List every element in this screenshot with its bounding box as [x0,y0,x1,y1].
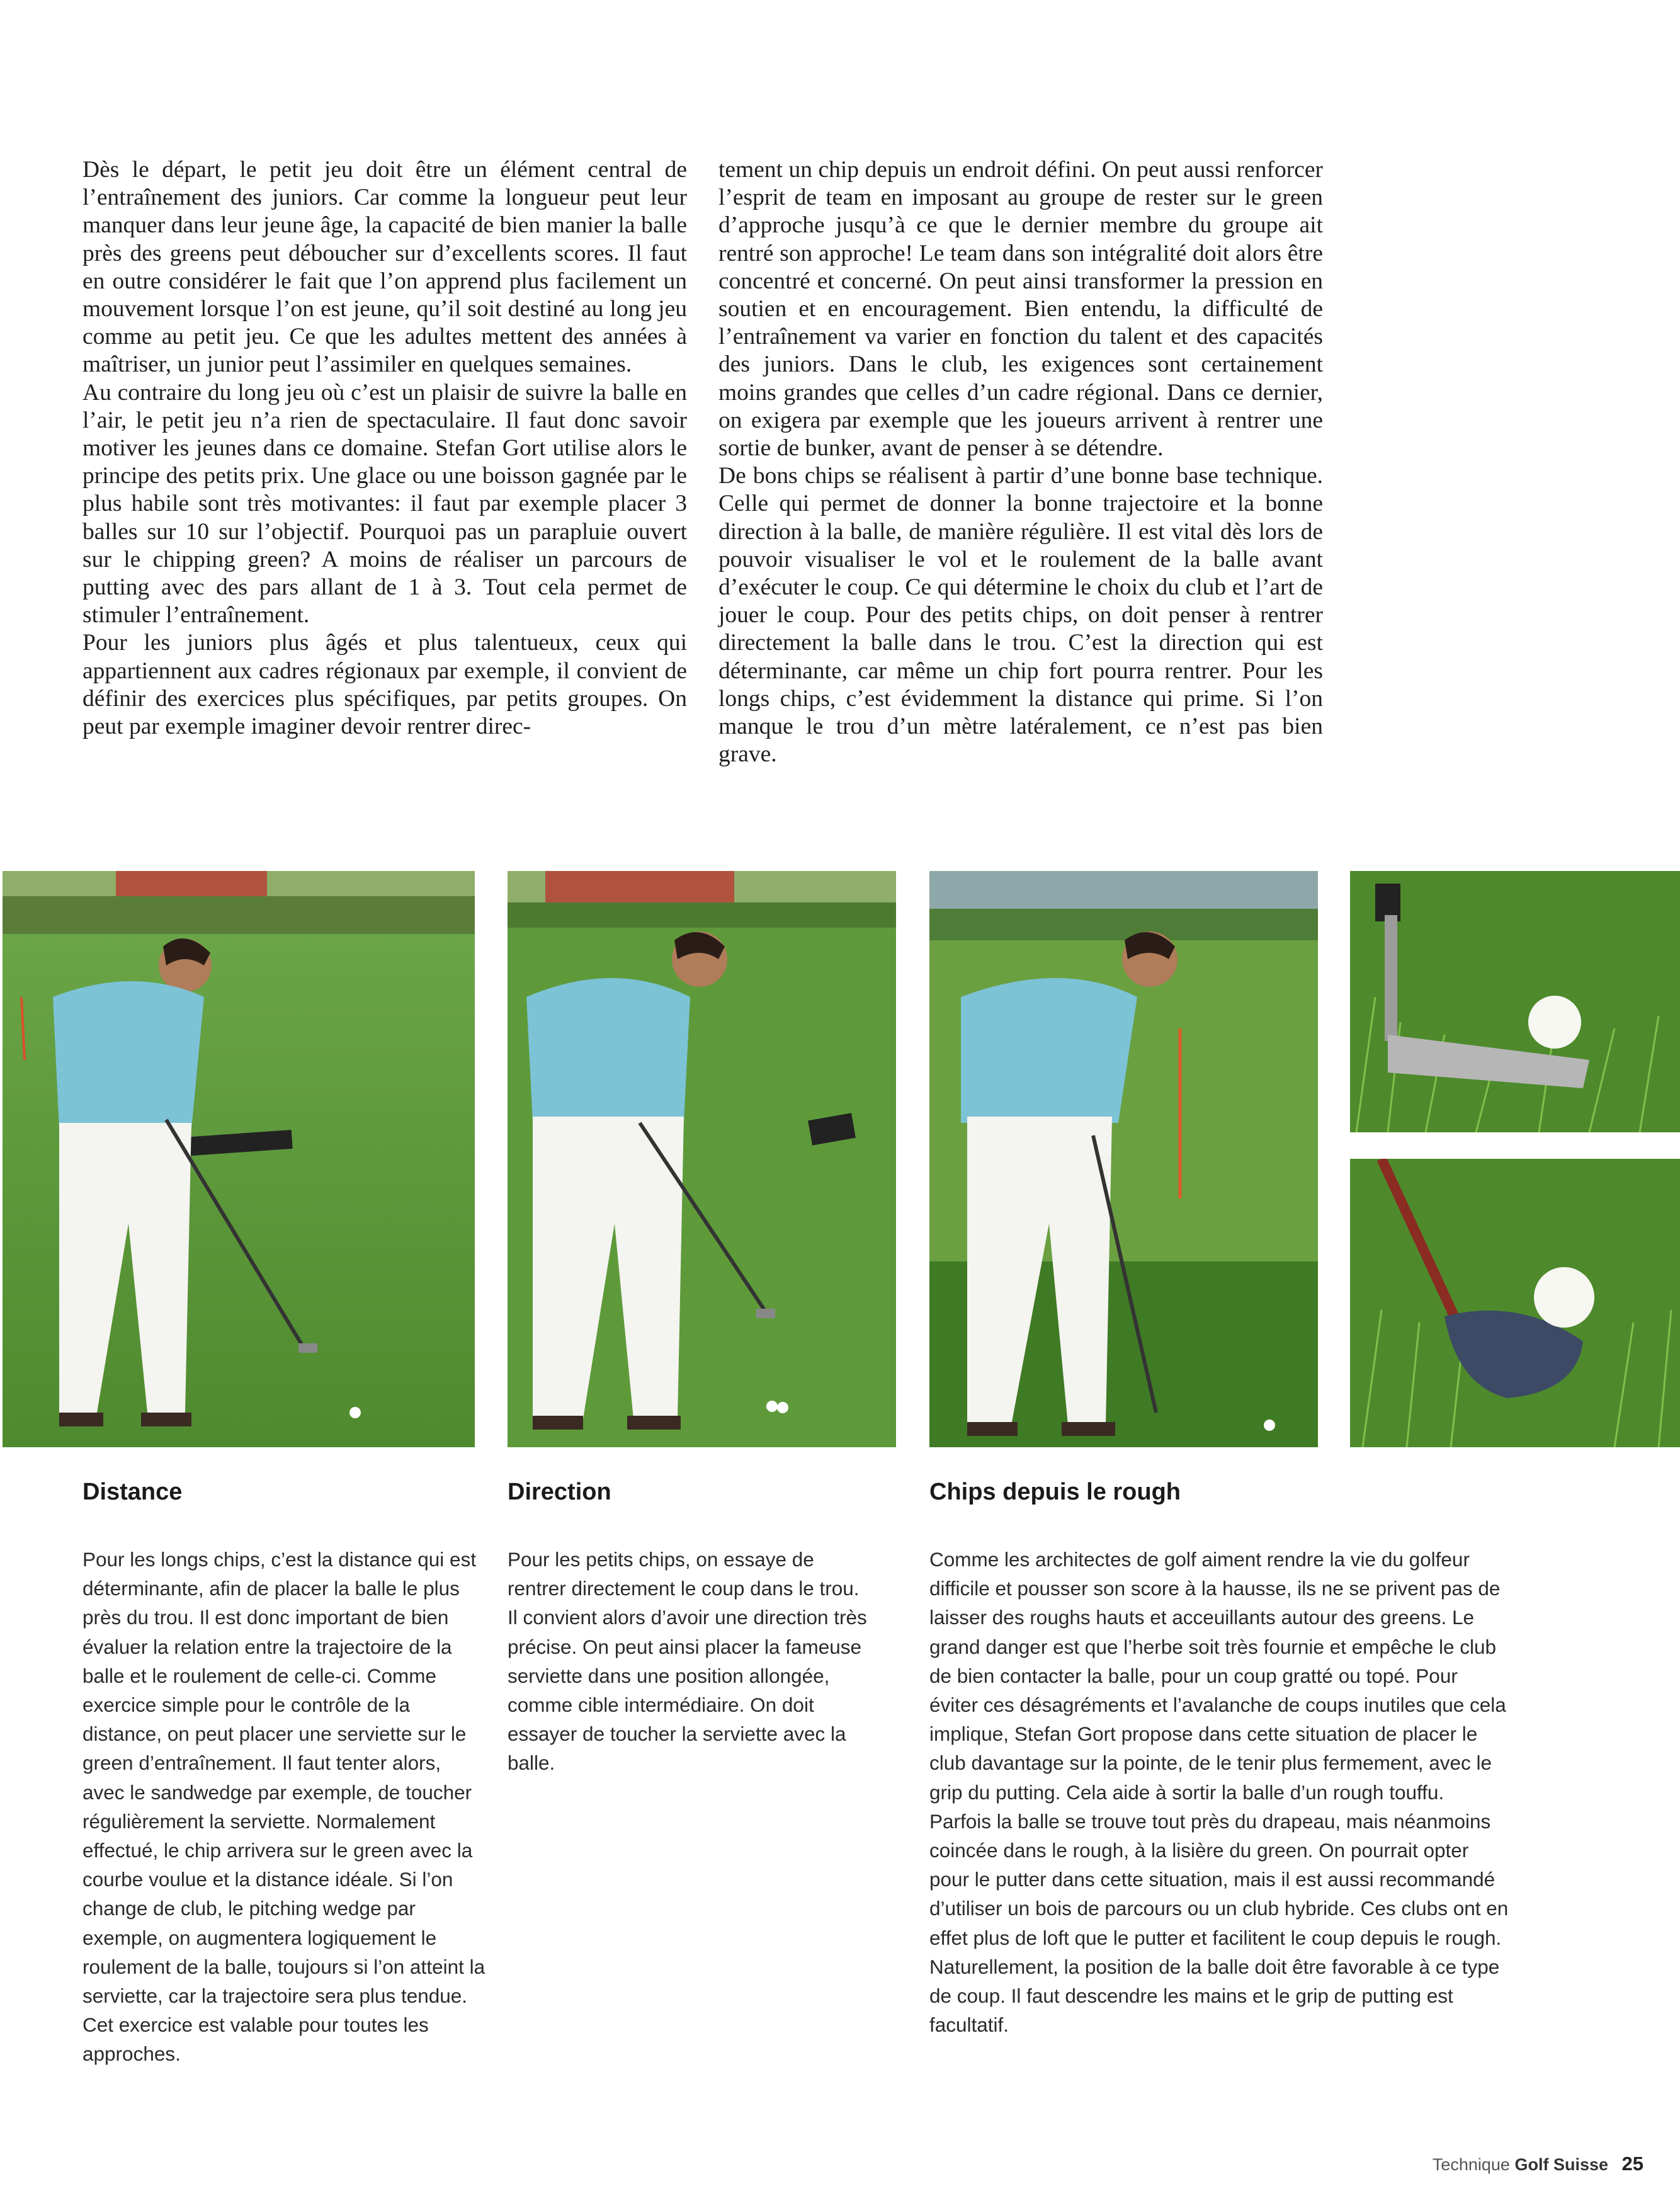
caption-text: Parfois la balle se trouve tout près du drapeau, mais néanmoins coincée dans le rough, à la lisière du green. On pourrait opter pour le putter dans cette situation, mais il est aussi recommandé d’utiliser un bois de parcours ou un club hybride. Ces clubs ont en effet plus de loft que le putter et facilitent le coup depuis le rough. Naturellement, la position de la balle doit être favorable à ce type de coup. Il faut descendre les mains et le grip de putting est facultatif. [929,1809,1509,2037]
caption-direction [508,1479,873,1778]
footer-section: Technique [1432,2155,1510,2174]
photo-distance-chip [3,871,475,1447]
caption-text: Comme les architectes de golf aiment rendre la vie du golfeur difficile et pousser son score à la hausse, ils ne se privent pas de laisser des roughs hauts et acceuillants autour des greens. Le grand danger est que l’herbe soit très fournie et empêche le club de bien contacter la balle, pour un coup gratté ou topé. Pour éviter ces désagréments et l’avalanche de coups inutiles que cela implique, Stefan Gort propose dans cette situation de placer le club davantage sur la pointe, de le tenir plus fermement, avec le grip du putting. Cela aide à sortir la balle d’un rough touffu. [929,1548,1506,1804]
article-paragraph: Dès le départ, le petit jeu doit être un élément central de l’entraînement des juniors. Car comme la longueur peut leur manquer dans leur jeune âge, la capacité de bien manier la balle près des greens peut déboucher sur d’excellents scores. Il faut en outre considérer le fait que l’on apprend plus facilement un mouvement lorsque l’on est jeune, qu’il soit destiné au long jeu comme au petit jeu. Ce que les adultes mettent des années à maîtriser, un junior peut l’assimiler en quelques semaines. [82,157,687,378]
caption-text: Pour les longs chips, c’est la distance qui est déterminante, afin de placer la balle le plus près du trou. Il est donc important de bien évaluer la relation entre la trajectoire de la balle et le roulement de celle-ci. Comme exercice simple pour le contrôle de la distance, on peut placer une serviette sur le green d’entraînement. Il faut tenter alors, avec le sandwedge par exemple, de toucher régulièrement la serviette. Normalement effectué, le chip arrivera sur le green avec la courbe voulue et la distance idéale. Si l’on change de club, le pitching wedge par exemple, on augmentera logiquement le roulement de la balle, toujours si l’on atteint la serviette, car la trajectoire sera plus tendue. Cet exercice est valable pour toutes les approches. [82,1548,485,2066]
photo-wood-in-rough [1350,1159,1680,1447]
photo-direction-chip [508,871,896,1447]
photo-iron-in-rough [1350,871,1680,1132]
caption-chips-rough [929,1479,1509,2039]
page-footer [1291,2153,1643,2175]
caption-title: Chips depuis le rough [929,1479,1181,1505]
article-paragraph: tement un chip depuis un endroit défini. On peut aussi renforcer l’esprit de team en imposant au groupe de rester sur le green d’approche jusqu’à ce que le dernier membre du groupe ait rentré son approche! Le team dans son intégralité doit alors être concentré et concerné. On peut ainsi transformer la pression en soutien et en encouragement. Bien entendu, la difficulté de l’entraînement va varier en fonction du talent et des capacités des juniors. Dans le club, les exigences sont certainement moins grandes que celles d’un cadre régional. Dans ce dernier, on exigera par exemple que les joueurs arrivent à rentrer une sortie de bunker, avant de penser à se détendre. [718,157,1323,462]
article-paragraph: Pour les juniors plus âgés et plus talentueux, ceux qui appartiennent aux cadres régionaux par exemple, il convient de définir des exercices plus spécifiques, par petits groupes. On peut par exemple imaginer devoir rentrer direc- [82,630,687,740]
caption-title: Direction [508,1479,611,1505]
footer-magazine: Golf Suisse [1514,2155,1608,2174]
photo-chips-rough [929,871,1318,1447]
caption-title: Distance [82,1479,183,1505]
caption-text: Pour les petits chips, on essaye de rentrer directement le coup dans le trou. Il convient alors d’avoir une direction très précise. On peut ainsi placer la fameuse serviette dans une position allongée, comme cible intermédiaire. On doit essayer de toucher la serviette avec la balle. [508,1548,867,1775]
article-left-column [82,156,687,741]
article-paragraph: De bons chips se réalisent à partir d’une bonne base technique. Celle qui permet de donner la bonne trajectoire et la bonne direction à la balle, de manière régulière. Il est vital dès lors de pouvoir visualiser le vol et le roulement de la balle avant d’exécuter le coup. Ce qui détermine le choix du club et l’art de jouer le coup. Pour des petits chips, on doit penser à rentrer directement la balle dans le trou. C’est la direction qui est déterminante, car même un chip fort pourra rentrer. Pour les longs chips, c’est évidemment la distance qui prime. Si l’on manque le trou d’un mètre latéralement, ce n’est pas bien grave. [718,463,1323,768]
caption-distance [82,1479,485,2069]
article-paragraph: Au contraire du long jeu où c’est un plaisir de suivre la balle en l’air, le petit jeu n’a rien de spectaculaire. Il faut donc savoir motiver les jeunes dans ce domaine. Stefan Gort utilise alors le principe des petits prix. Une glace ou une boisson gagnée par le plus habile sont très motivantes: il faut par exemple placer 3 balles sur 10 sur l’objectif. Pourquoi pas un parapluie ouvert sur le chipping green? A moins de réaliser un parcours de putting avec des pars allant de 1 à 3. Tout cela permet de stimuler l’entraînement. [82,379,687,629]
page-number: 25 [1621,2153,1643,2175]
article-right-column [718,156,1323,768]
